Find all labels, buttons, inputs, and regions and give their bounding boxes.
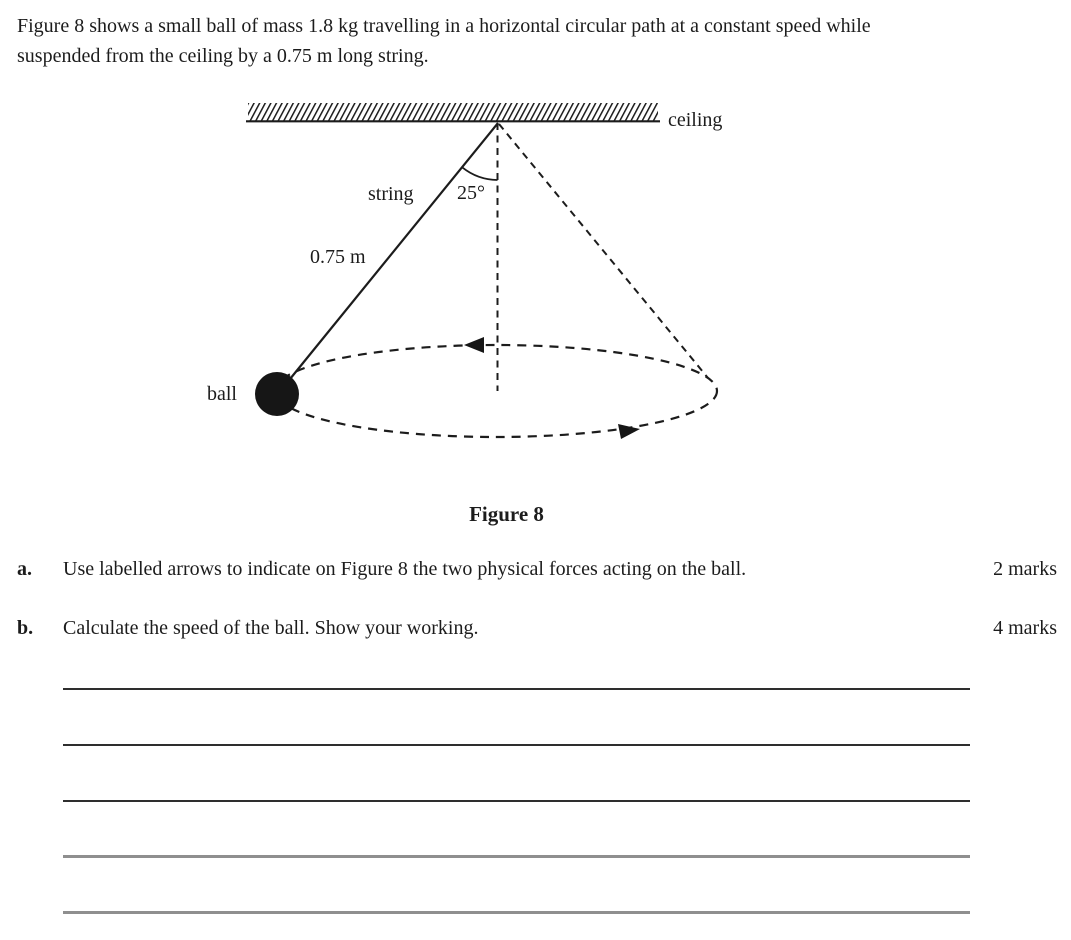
question-a-text: Use labelled arrows to indicate on Figure 8 the two physical forces acting on the ball. — [63, 558, 747, 580]
string-label: string — [368, 183, 414, 205]
question-b-letter: b. — [17, 617, 34, 639]
question-a-letter: a. — [17, 558, 32, 580]
ball-label: ball — [207, 383, 237, 405]
length-label: 0.75 m — [310, 246, 366, 268]
answer-line — [63, 911, 970, 914]
question-a-marks: 2 marks — [993, 558, 1057, 580]
intro-line-1: Figure 8 shows a small ball of mass 1.8 kg travelling in a horizontal circular path at a constant speed while — [17, 15, 871, 37]
circular-path — [275, 345, 717, 437]
answer-line — [63, 688, 970, 690]
angle-arc — [463, 168, 498, 180]
question-b-text: Calculate the speed of the ball. Show your working. — [63, 617, 479, 639]
direction-arrow-top — [464, 337, 484, 353]
answer-line — [63, 855, 970, 858]
intro-line-2: suspended from the ceiling by a 0.75 m long string. — [17, 45, 429, 67]
ball-shape — [255, 372, 299, 416]
question-b-marks: 4 marks — [993, 617, 1057, 639]
angle-label: 25° — [457, 182, 485, 204]
ceiling-hatch — [248, 103, 658, 121]
cone-edge-line — [499, 124, 708, 378]
answer-line — [63, 744, 970, 746]
answer-line — [63, 800, 970, 802]
ceiling-label: ceiling — [668, 109, 723, 131]
direction-arrow-bottom — [618, 424, 640, 439]
figure-caption: Figure 8 — [469, 502, 544, 526]
